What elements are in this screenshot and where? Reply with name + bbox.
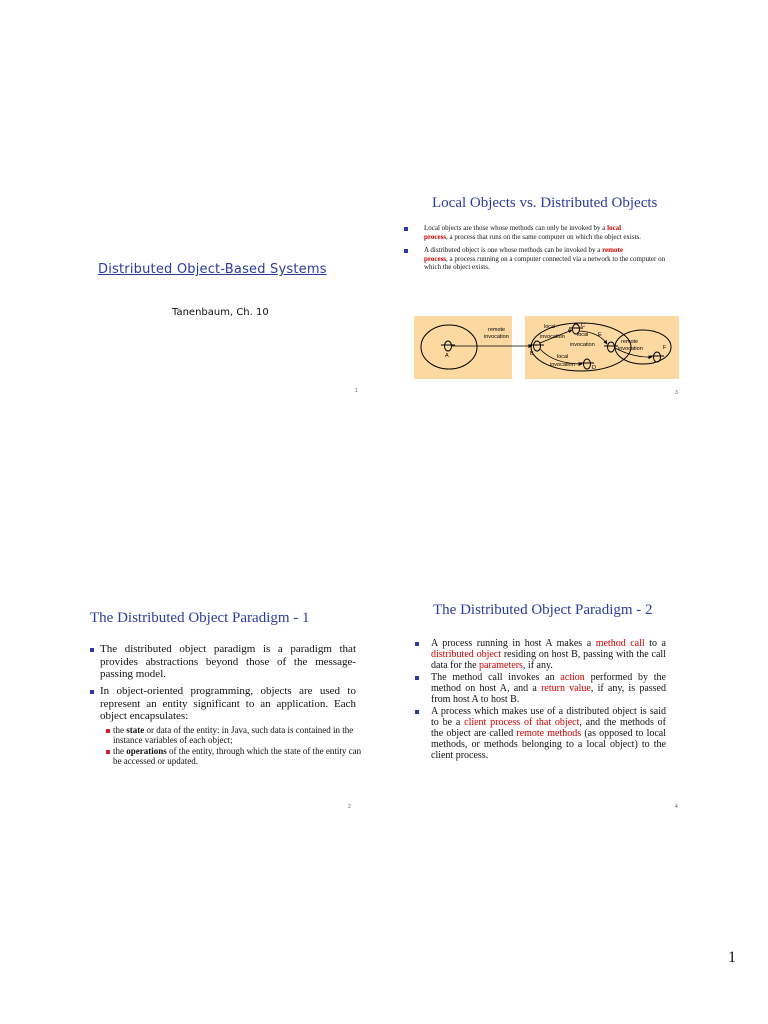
host-a-box bbox=[414, 316, 512, 379]
bullet-square bbox=[90, 648, 94, 652]
bullet-square bbox=[415, 642, 419, 646]
slide-2-title: The Distributed Object Paradigm - 1 bbox=[90, 610, 310, 626]
slide-1-subtitle: Tanenbaum, Ch. 10 bbox=[172, 307, 269, 318]
slide-4-title: The Distributed Object Paradigm - 2 bbox=[433, 602, 653, 618]
slide-3-page-number: 3 bbox=[675, 390, 678, 396]
bullet-square bbox=[415, 676, 419, 680]
slide-3-bullet-2: A distributed object is one whose methods can be invoked by a remote process, a process running on a computer connected via a network to the computer on which the object exists. bbox=[424, 246, 666, 271]
label-remote-invocation-1: remote bbox=[488, 327, 506, 333]
label-b: B bbox=[530, 351, 534, 357]
distributed-objects-diagram bbox=[414, 316, 684, 380]
slide-3-title: Local Objects vs. Distributed Objects bbox=[432, 195, 658, 211]
bullet-square bbox=[90, 690, 94, 694]
label-f: F bbox=[663, 345, 667, 351]
sheet-page-number: 1 bbox=[728, 949, 736, 966]
slide-1-page-number: 1 bbox=[355, 388, 358, 394]
slide-4-page-number: 4 bbox=[675, 804, 678, 810]
slide-2-bullet-1: The distributed object paradigm is a paradigm that provides abstractions beyond those of the message-passing model. bbox=[100, 643, 356, 680]
slide-2-bullet-2: In object-oriented programming, objects are used to represent an entity significant to an application. Each object encapsulates: bbox=[100, 685, 356, 722]
slide-4-bullet-1: A process running in host A makes a method call to a distributed object residing on host B, passing with the call data for the parameters, if any. bbox=[431, 638, 666, 671]
svg-text:invocation: invocation bbox=[618, 346, 643, 352]
label-d: D bbox=[592, 365, 596, 371]
slide-4-bullet-3: A process which makes use of a distributed object is said to be a client process of that object, and the methods of the object are called remote methods (as opposed to local methods, or methods belonging to a local object) to the client process. bbox=[431, 706, 667, 761]
slide-3 bbox=[395, 170, 695, 410]
label-local-invocation-3: local bbox=[557, 354, 569, 360]
slide-2-sub-bullet-2: the operations of the entity, through which the state of the entity can be accessed or updated. bbox=[113, 746, 362, 766]
slide-3-bullet-1: Local objects are those whose methods can only be invoked by a local process, a process that runs on the same computer on which the object exists. bbox=[424, 224, 642, 241]
slide-1-title: Distributed Object-Based Systems bbox=[98, 262, 327, 277]
bullet-square bbox=[404, 249, 408, 253]
slide-4 bbox=[395, 600, 695, 820]
svg-text:invocation: invocation bbox=[540, 334, 565, 340]
label-local-invocation-2: local bbox=[577, 332, 589, 338]
slide-2 bbox=[20, 600, 370, 820]
label-a: A bbox=[445, 353, 449, 359]
label-e: E bbox=[598, 332, 602, 338]
slide-2-sub-bullet-1: the state or data of the entity: in Java, such data is contained in the instance variables of each object; bbox=[113, 725, 354, 745]
svg-text:invocation: invocation bbox=[484, 334, 509, 340]
slide-2-page-number: 2 bbox=[348, 804, 351, 810]
svg-text:invocation: invocation bbox=[570, 342, 595, 348]
slide-4-bullet-2: The method call invokes an action performed by the method on host A, and a return value, if any, is passed from host A to host B. bbox=[431, 672, 666, 705]
svg-text:invocation: invocation bbox=[550, 362, 575, 368]
sub-bullet-square bbox=[106, 729, 110, 733]
sub-bullet-square bbox=[106, 750, 110, 754]
label-local-invocation-1: local bbox=[544, 324, 556, 330]
bullet-square bbox=[404, 227, 408, 231]
label-c: C bbox=[581, 323, 585, 329]
label-remote-invocation-2: remote bbox=[621, 339, 639, 345]
slide-1 bbox=[20, 170, 370, 410]
bullet-square bbox=[415, 710, 419, 714]
